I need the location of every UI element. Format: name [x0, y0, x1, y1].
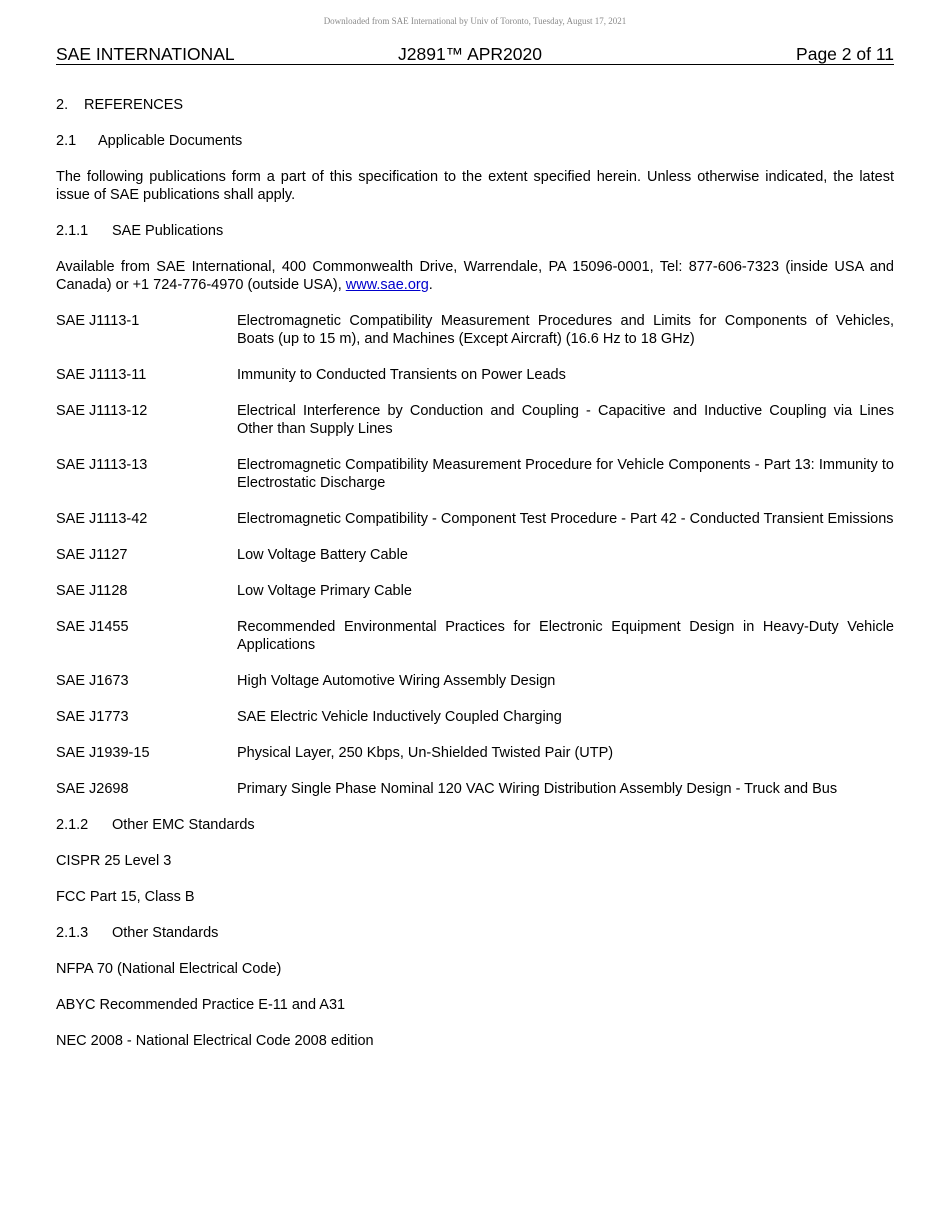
reference-title: Electrical Interference by Conduction and Coupling - Capacitive and Inductive Coupling via Lines Other than Supply Lines — [237, 403, 894, 437]
section-heading-sae-publications — [56, 222, 894, 240]
reference-title: Electromagnetic Compatibility Measurement Procedures and Limits for Components of Vehicles, Boats (up to 15 m), and Machines (Except Aircraft) (16.6 Hz to 18 GHz) — [237, 313, 894, 347]
reference-title: Immunity to Conducted Transients on Power Leads — [237, 367, 566, 383]
reference-code: SAE J2698 — [56, 781, 129, 797]
page-header — [56, 44, 894, 65]
section-title: Applicable Documents — [98, 133, 243, 149]
standard-item: CISPR 25 Level 3 — [56, 853, 172, 869]
reference-code: SAE J1113-1 — [56, 313, 140, 329]
section-title: SAE Publications — [112, 223, 224, 239]
section-heading-other-standards — [56, 924, 894, 942]
section-number: 2.1.1 — [56, 223, 89, 239]
reference-item — [56, 744, 894, 762]
reference-item — [56, 618, 894, 654]
reference-title: Low Voltage Battery Cable — [237, 547, 408, 563]
reference-item — [56, 546, 894, 564]
reference-code: SAE J1673 — [56, 673, 129, 689]
reference-item — [56, 510, 894, 528]
section-number: 2.1.2 — [56, 817, 89, 833]
reference-code: SAE J1113-11 — [56, 367, 147, 383]
reference-code: SAE J1127 — [56, 547, 128, 563]
reference-item — [56, 456, 894, 492]
reference-item — [56, 780, 894, 798]
section-title: REFERENCES — [84, 97, 184, 113]
sae-availability-paragraph — [56, 258, 894, 294]
reference-item — [56, 672, 894, 690]
reference-title: High Voltage Automotive Wiring Assembly Design — [237, 673, 556, 689]
applicable-documents-paragraph: The following publications form a part of this specification to the extent specified herein. Unless otherwise indicated, the latest issue of SAE publications shall apply. — [56, 169, 894, 203]
sae-website-link[interactable]: www.sae.org — [345, 277, 429, 293]
reference-item — [56, 366, 894, 384]
section-title: Other EMC Standards — [112, 817, 255, 833]
page-body — [56, 96, 894, 1068]
reference-title: Electromagnetic Compatibility Measurement Procedure for Vehicle Components - Part 13: Immunity to Electrostatic Discharge — [237, 457, 894, 491]
reference-code: SAE J1128 — [56, 583, 128, 599]
reference-code: SAE J1113-13 — [56, 457, 148, 473]
reference-title: Electromagnetic Compatibility - Component Test Procedure - Part 42 - Conducted Transient Emissions — [237, 511, 894, 527]
reference-item — [56, 312, 894, 348]
reference-code: SAE J1773 — [56, 709, 129, 725]
download-watermark: Downloaded from SAE International by Univ of Toronto, Tuesday, August 17, 2021 — [323, 16, 627, 26]
section-heading-other-emc-standards — [56, 816, 894, 834]
standard-item: FCC Part 15, Class B — [56, 889, 195, 905]
header-page-number: Page 2 of 11 — [796, 44, 894, 64]
reference-item — [56, 402, 894, 438]
reference-title: Low Voltage Primary Cable — [237, 583, 412, 599]
standard-item: NEC 2008 - National Electrical Code 2008 edition — [56, 1033, 374, 1049]
section-number: 2.1.3 — [56, 925, 89, 941]
section-number: 2.1 — [56, 133, 77, 149]
standard-item: NFPA 70 (National Electrical Code) — [56, 961, 282, 977]
availability-text: Available from SAE International, 400 Commonwealth Drive, Warrendale, PA 15096-0001, Tel: 877-606-7323 (inside USA and Canada) or +1 724-776-4970 (outside USA), — [56, 259, 894, 293]
reference-item — [56, 582, 894, 600]
section-heading-references — [56, 96, 894, 114]
reference-code: SAE J1939-15 — [56, 745, 150, 761]
header-document-id: J2891™ APR2020 — [398, 44, 542, 64]
availability-text-end: . — [428, 277, 433, 293]
reference-code: SAE J1455 — [56, 619, 129, 635]
standard-item: ABYC Recommended Practice E-11 and A31 — [56, 997, 346, 1013]
reference-title: Primary Single Phase Nominal 120 VAC Wiring Distribution Assembly Design - Truck and Bus — [237, 781, 838, 797]
reference-code: SAE J1113-12 — [56, 403, 148, 419]
reference-title: Physical Layer, 250 Kbps, Un-Shielded Twisted Pair (UTP) — [237, 745, 614, 761]
header-organization: SAE INTERNATIONAL — [56, 44, 235, 64]
section-title: Other Standards — [112, 925, 219, 941]
reference-code: SAE J1113-42 — [56, 511, 148, 527]
reference-title: Recommended Environmental Practices for Electronic Equipment Design in Heavy-Duty Vehicle Applications — [237, 619, 894, 653]
section-number: 2. — [56, 97, 69, 113]
section-heading-applicable-documents — [56, 132, 894, 150]
reference-title: SAE Electric Vehicle Inductively Coupled Charging — [237, 709, 562, 725]
reference-item — [56, 708, 894, 726]
